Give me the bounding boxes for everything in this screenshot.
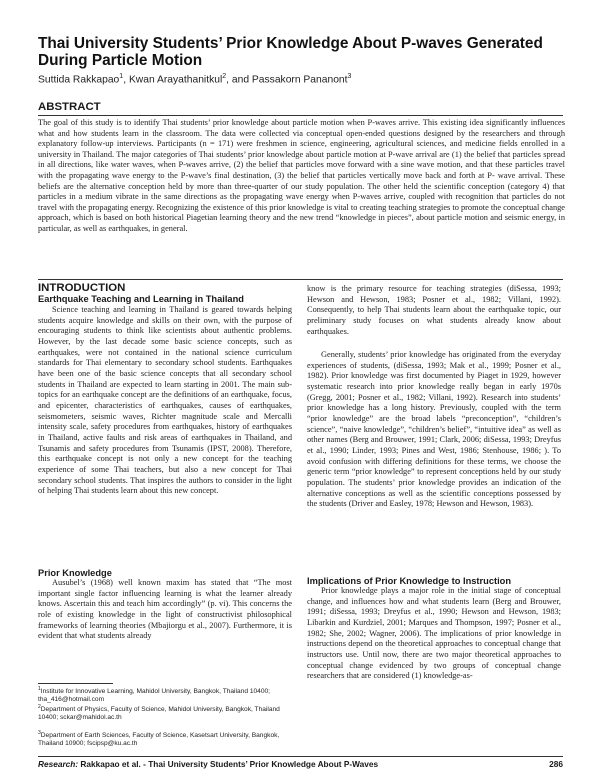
footnote-text: Institute for Innovative Learning, Mahidol University, Bangkok, Thailand 10400; tha_416@hotmail.com [38, 688, 270, 704]
author-list [38, 70, 568, 86]
footnote-divider [38, 683, 113, 684]
body-paragraph: know is the primary resource for teaching strategies (diSessa, 1993; Hewson and Hewson, 1983; Posner et al., 1982; Villani, 1992). Consequently, to help Thai students learn about the earthquake topic, our preliminary study focuses on what students already know about earthquakes. [307, 284, 561, 336]
footer-divider [38, 756, 563, 757]
footnote-text: Department of Earth Sciences, Faculty of Science, Kasetsart University, Bangkok, Thailand 10900; fscipsp@ku.ac.th [38, 732, 280, 748]
author-name: Passakorn Pananont [251, 74, 348, 86]
body-paragraph: Prior knowledge plays a major role in the initial stage of conceptual change, and influences how and what students learn (Berg and Brouwer, 1991; diSessa, 1993; Dreyfus et al., 1990; Hewson and Hewson, 1983; Libarkin and Kurdziel, 2001; Marques and Thompson, 1997; Posner et al., 1982; She, 2002; Wagner, 2006). The implications of prior knowledge in instructions depend on the theoretical approaches to conceptual change that instructors use. Until now, there are two major theoretical approaches to conceptual change evidenced by two groups of conceptual change researchers that are considered (1) knowledge-as- [307, 586, 561, 681]
page-number: 286 [549, 759, 563, 769]
page-footer [38, 759, 563, 771]
author-name: Suttida Rakkapao [38, 74, 120, 86]
abstract-heading: ABSTRACT [38, 101, 101, 113]
body-paragraph: Science teaching and learning in Thailand is geared towards helping students acquire knowledge and skills on their own, with the purpose of encouraging students to think like scientists about authentic problems. However, by the last decade some basic science concepts, such as earthquakes, were not contained in the national science curriculum standards for Thai elementary to secondary school students. Earthquakes have been one of the basic science concepts that all secondary school students in Thailand are expected to learn starting in 2001. The main sub-topics for an earthquake concept are the definitions of an earthquake, focus, and epicenter, characteristics of earthquakes, causes of earthquakes, seismometers, seismic waves, Richter magnitude scale and Mercalli intensity scale, safety procedures from earthquakes, history of earthquakes in Thailand, active faults and risk areas of earthquakes in Thailand, and Tsunamis and safety procedures from Tsunamis (IPST, 2008). Therefore, this earthquake concept is not only a new concept for the teaching experience of some Thai teachers, but also a new concept for Thai secondary school students. That inspires the authors to consider in the light of helping Thai students learn about this new concept. [38, 305, 292, 496]
footnote-marker: 2 [38, 704, 41, 710]
body-paragraph: Ausubel’s (1968) well known maxim has stated that “The most important single factor influencing learning is what the learner already knows. Ascertain this and teach him accordingly” (p. vi). This concerns the role of existing knowledge in the light of constructivist philosophical frameworks of learning theories (Mbajiorgu et al., 2007). Furthermore, it is evident that what students already [38, 578, 292, 641]
footnote-marker: 1 [38, 686, 41, 692]
paper-title: Thai University Students’ Prior Knowledge About P-waves Generated During Particle Motion [38, 35, 543, 69]
introduction-heading: INTRODUCTION [38, 282, 126, 294]
abstract-text: The goal of this study is to identify Thai students’ prior knowledge about particle motion when P-waves arrive. This existing idea significantly influences what and how students learn in the classroom. The data were collected via conceptual open-ended questions designed by the researchers and through explanatory follow-up interviews. Participants (n = 171) were freshmen in science, engineering, agricultural sciences, and medicine fields enrolled in a university in Thailand. The major categories of Thai students’ prior knowledge about particle motion at P-wave arrival are (1) the belief that particles spread in all directions, like water waves, when P-waves arrive, (2) the belief that particles move forward with a sine wave motion, and that these particles travel with the propagating wave energy to the P-wave’s final destination, (3) the belief that particles vertically move back and forth at P- wave arrival. These beliefs are the alternative conception held by more than three-quarter of our study population. The other held the scientific conception (category 4) that particles in a medium vibrate in the same directions as the propagating wave energy when P-waves arrive, coupled with recognition that particles do not travel with the propagating energy. Recognizing the existence of this prior knowledge is vital to creating teaching strategies to promote the conceptual change approach, which is based on both historical Piagetian learning theory and the new trend “knowledge in pieces”, about particle motion and seismic energy, in particular, as well as earthquakes, in general. [38, 118, 565, 233]
body-paragraph: Generally, students’ prior knowledge has originated from the everyday experiences of students, (diSessa, 1993; Mak et al., 1999; Posner et al., 1982). Prior knowledge was first documented by Piaget in 1929, however systematic research into prior knowledge really began in early 1970s (Gregg, 2001; Posner et al., 1982; Villani, 1992). Research into students’ prior knowledge has a long history. Previously, coupled with the term “prior knowledge” are the broad labels “preconception”, “children’s science”, “naive knowledge”, “children’s belief”, “intuitive idea” as well as other names (Berg and Brouwer, 1991; Clark, 2006; diSessa, 1993; Dreyfus et al., 1990; Linder, 1993; Pines and West, 1986; Stenhouse, 1986; ). To avoid confusion with differing definitions for these terms, we choose the generic term “prior knowledge” to represent conceptions held by our study population. The students’ prior knowledge provides an indication of the alternative conceptions as well as the scientific conceptions possessed by the students (Driver and Easley, 1978; Hewson and Hewson, 1983). [307, 350, 561, 509]
abstract-divider [38, 115, 563, 116]
author-name: Kwan Arayathanitkul [128, 74, 223, 86]
footnote-affiliation-1 [38, 685, 292, 705]
author-affiliation-marker: 1 [119, 73, 124, 80]
author-separator: , and [226, 74, 252, 86]
subsection-heading-earthquake-teaching: Earthquake Teaching and Learning in Thailand [38, 294, 244, 304]
footnote-affiliation-2 [38, 703, 292, 723]
author-affiliation-marker: 2 [222, 73, 227, 80]
subsection-heading-prior-knowledge: Prior Knowledge [38, 568, 112, 578]
footnote-marker: 3 [38, 730, 41, 736]
footer-running-title: Rakkapao et al. - Thai University Students’ Prior Knowledge About P-Waves [78, 759, 379, 769]
footnote-text: Department of Physics, Faculty of Science, Mahidol University, Bangkok, Thailand 10400; sckar@mahidol.ac.th [38, 706, 280, 722]
author-affiliation-marker: 3 [347, 73, 352, 80]
footnote-affiliation-3 [38, 729, 292, 749]
subsection-heading-implications: Implications of Prior Knowledge to Instruction [307, 576, 512, 586]
author-separator: , [123, 74, 129, 86]
footer-section-label: Research: [38, 759, 79, 769]
section-divider [38, 279, 563, 280]
